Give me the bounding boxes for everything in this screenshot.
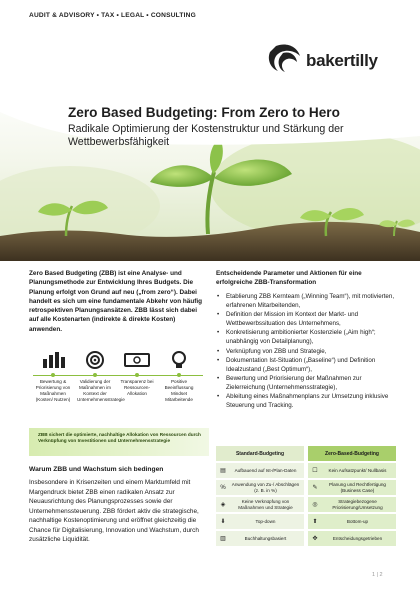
- cell: Anwendung von Zu-/ Abschlägen (z. B. in %): [231, 481, 300, 493]
- cell: Strategiebezogene Priorisierung/Umsetzung: [332, 498, 383, 510]
- broken-link-icon: ◈: [220, 502, 226, 508]
- icon-label: Positive Beeinflussung Mindset Mitarbeitende: [164, 379, 194, 402]
- cell: Entscheidungsgetrieben: [332, 535, 383, 541]
- list-item: • Ableitung eines Maßnahmenplans zur Umsetzung inklusive Steuerung und Tracking.: [216, 392, 396, 410]
- why-heading: Warum ZBB und Wachstum sich bedingen: [29, 466, 164, 473]
- target-icon: [79, 350, 111, 370]
- cell: Aufbauend auf Ist-/Plan-Daten: [234, 467, 297, 473]
- cell: Top-down: [255, 518, 276, 524]
- table-row: [216, 463, 396, 480]
- target-icon: ◎: [312, 502, 318, 508]
- cell: Kein Aufsatzpunkt/ Nullbasis: [328, 467, 387, 473]
- table-row: [216, 514, 396, 531]
- blank-page-icon: ☐: [312, 468, 318, 474]
- pencil-icon: ✎: [312, 485, 318, 491]
- table-row: [216, 480, 396, 497]
- decision-icon: ✥: [312, 536, 318, 542]
- icon-label: Bewertung & Priorisierung von Maßnahmen (Kosten/ Nutzen): [35, 379, 71, 402]
- calculator-icon: ▥: [220, 536, 226, 542]
- list-item: • Bewertung und Priorisierung der Maßnahmen zur Zielerreichung (Unternehmensstrategie),: [216, 374, 396, 392]
- icon-dot: [51, 373, 55, 377]
- icon-dot: [93, 373, 97, 377]
- money-icon: [121, 350, 153, 370]
- bulb-icon: [163, 350, 195, 370]
- icon-label: Validierung der Maßnahmen im Kontext der Unternehmensstrategie: [77, 379, 125, 402]
- logo-text: bakertilly: [306, 51, 378, 70]
- percent-icon: %: [220, 484, 226, 491]
- table-row: [216, 531, 396, 548]
- parameters-list: [216, 292, 396, 410]
- page-number: 1 | 2: [372, 572, 383, 578]
- arrow-down-icon: ⬇: [220, 519, 226, 525]
- icon-label: Transparenz bei Ressourcen-Allokation: [120, 379, 154, 396]
- list-item: • Etablierung ZBB Kernteam („Winning Team“), mit motivierten, erfahrenen Mitarbeitenden,: [216, 292, 396, 310]
- zero-based-budgeting-header: Zero-Based-Budgeting: [308, 446, 396, 461]
- benefits-icons: [31, 350, 207, 424]
- parameters-heading: Entscheidende Parameter und Aktionen für eine erfolgreiche ZBB-Transformation: [216, 270, 362, 287]
- list-item: • Verknüpfung von ZBB und Strategie,: [216, 347, 396, 356]
- icon-dot: [135, 373, 139, 377]
- intro-paragraph: Zero Based Budgeting (ZBB) ist eine Analyse- und Planungsmethode zur Entwicklung Ihres Budgets. Die Planung erfolgt von Grund auf neu („from zero“). Dabei handelt es sich um eine fundamentale Abkehr von häufig retrospektiven Planungsansätzen. ZBB lässt sich dabei auf alle Kostenarten (indirekte & direkte Kosten) anwenden.: [29, 270, 203, 333]
- cell: Keine Verknüpfung von Maßnahmen und Strategie: [238, 498, 293, 510]
- icon-dot: [177, 373, 181, 377]
- key-message-text: ZBB sichert die optimierte, nachhaltige Allokation von Ressourcen durch Verknüpfung von Investitionen und Unternehmensstrategie: [38, 432, 201, 443]
- table-row: [216, 497, 396, 514]
- cell: Buchhaltungsbasiert: [244, 535, 287, 541]
- page-title: Zero Based Budgeting: From Zero to Hero: [68, 105, 340, 120]
- ledger-icon: ▤: [220, 468, 226, 474]
- chart-icon: [37, 350, 69, 370]
- why-body: Insbesondere in Krisenzeiten und einem Marktumfeld mit Margendruck bietet ZBB einen radikalen Ansatz zur Neuausrichtung des Planungsprozesses sowie der Unternehmenssteuerung. ZBB fördert aktiv die strategische, nachhaltige Kostenoptimierung und eröffnet gleichzeitig die Chance für Digitalisierung, Innovation und Wachstum, durch zusätzliche Liquidität.: [29, 479, 199, 543]
- cell: Bottom-up: [346, 518, 369, 524]
- list-item: • Dokumentation Ist-Situation („Baseline“) und Definition Idealzustand („Best Optimum“),: [216, 356, 396, 374]
- page-subtitle: Radikale Optimierung der Kostenstruktur und Stärkung der Wettbewerbsfähigkeit: [68, 123, 344, 148]
- cell: Planung und Rechtfertigung (Business Case): [329, 481, 386, 493]
- arrow-up-icon: ⬆: [312, 519, 318, 525]
- list-item: • Definition der Mission im Kontext der Markt- und Wettbewerbssituation des Unternehmens,: [216, 310, 396, 328]
- top-service-bar: AUDIT & ADVISORY • TAX • LEGAL • CONSULTING: [29, 12, 196, 19]
- list-item: • Konkretisierung ambitionierter Kostenziele („Aim high“; unabhängig von Detailplanung),: [216, 328, 396, 346]
- standard-budgeting-header: Standard-Budgeting: [216, 446, 304, 461]
